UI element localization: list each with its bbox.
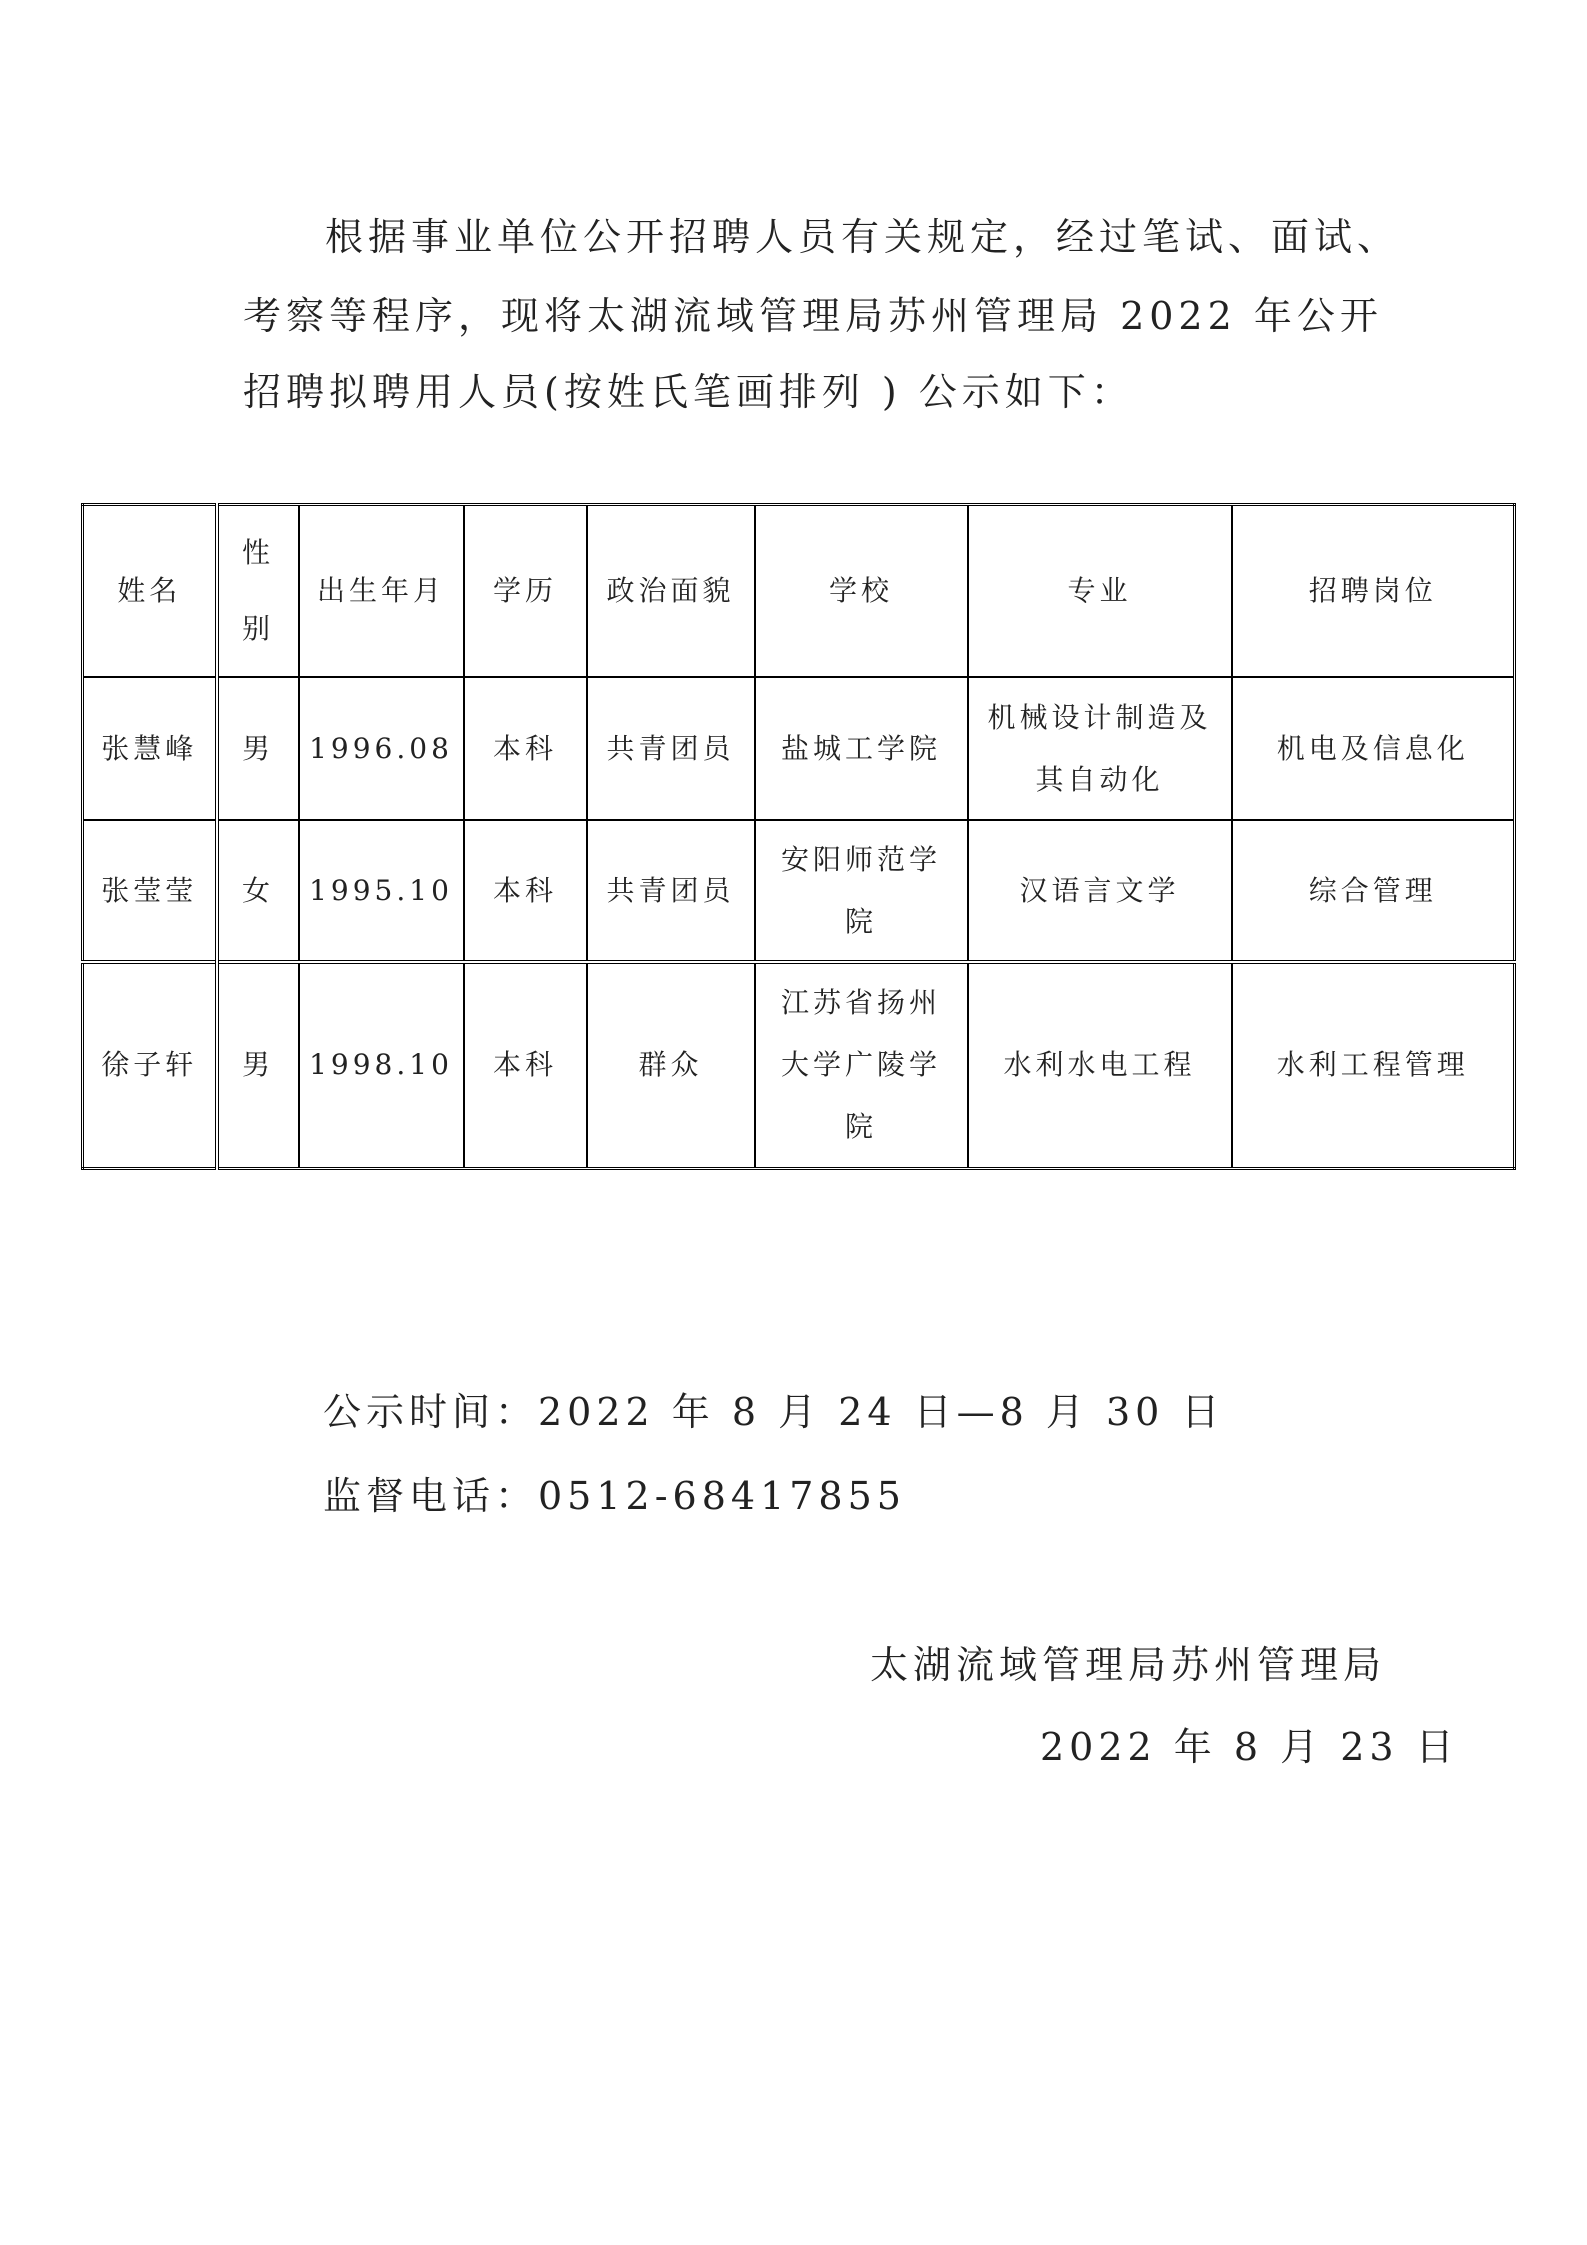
cell-birth: 1996.08 xyxy=(299,677,464,820)
intro-line-2: 考察等程序，现将太湖流域管理局苏州管理局 2022 年公开 xyxy=(243,294,1383,338)
header-education: 学历 xyxy=(464,505,587,678)
header-name: 姓名 xyxy=(83,505,217,678)
cell-school-line-1: 安阳师范学 xyxy=(780,842,941,876)
header-major: 专业 xyxy=(968,505,1232,678)
intro-line-3: 招聘拟聘用人员(按姓氏笔画排列 ) 公示如下： xyxy=(243,370,1134,414)
cell-sex: 男 xyxy=(217,677,299,820)
cell-political: 群众 xyxy=(587,962,755,1168)
cell-birth: 1995.10 xyxy=(299,820,464,962)
cell-name: 张莹莹 xyxy=(83,820,217,962)
cell-school-line-2: 大学广陵学 xyxy=(780,1048,941,1082)
cell-birth: 1998.10 xyxy=(299,962,464,1168)
cell-political: 共青团员 xyxy=(587,820,755,962)
publicity-period: 公示时间：2022 年 8 月 24 日—8 月 30 日 xyxy=(323,1390,1225,1434)
cell-position: 机电及信息化 xyxy=(1232,677,1515,820)
cell-position: 水利工程管理 xyxy=(1232,962,1515,1168)
header-political: 政治面貌 xyxy=(587,505,755,678)
table-row xyxy=(83,962,1515,1168)
cell-position: 综合管理 xyxy=(1232,820,1515,962)
header-birth: 出生年月 xyxy=(299,505,464,678)
cell-political: 共青团员 xyxy=(587,677,755,820)
supervision-phone: 监督电话：0512-68417855 xyxy=(323,1474,906,1518)
cell-sex: 男 xyxy=(217,962,299,1168)
table-row xyxy=(83,677,1515,820)
header-school: 学校 xyxy=(755,505,968,678)
cell-major-line-1: 机械设计制造及 xyxy=(987,700,1212,734)
cell-school: 盐城工学院 xyxy=(755,677,968,820)
cell-name: 张慧峰 xyxy=(83,677,217,820)
cell-major: 汉语言文学 xyxy=(968,820,1232,962)
issuing-organization: 太湖流域管理局苏州管理局 xyxy=(870,1643,1387,1687)
cell-education: 本科 xyxy=(464,962,587,1168)
table-header-row xyxy=(83,505,1515,678)
intro-line-1: 根据事业单位公开招聘人员有关规定，经过笔试、面试、 xyxy=(325,215,1401,259)
cell-school-line-2: 院 xyxy=(844,904,877,938)
cell-school xyxy=(755,962,968,1168)
cell-education: 本科 xyxy=(464,677,587,820)
header-sex xyxy=(217,505,299,678)
cell-major xyxy=(968,677,1232,820)
cell-name: 徐子轩 xyxy=(83,962,217,1168)
cell-school-line-3: 院 xyxy=(844,1110,877,1144)
cell-major-line-2: 其自动化 xyxy=(1035,762,1164,796)
header-sex-top: 性 xyxy=(241,536,274,569)
table-row xyxy=(83,820,1515,962)
candidates-table xyxy=(81,503,1516,1170)
cell-education: 本科 xyxy=(464,820,587,962)
cell-major: 水利水电工程 xyxy=(968,962,1232,1168)
header-position: 招聘岗位 xyxy=(1232,505,1515,678)
cell-school-line-1: 江苏省扬州 xyxy=(780,986,941,1020)
cell-sex: 女 xyxy=(217,820,299,962)
cell-school xyxy=(755,820,968,962)
header-sex-bottom: 别 xyxy=(241,612,274,645)
issue-date: 2022 年 8 月 23 日 xyxy=(1040,1725,1459,1769)
